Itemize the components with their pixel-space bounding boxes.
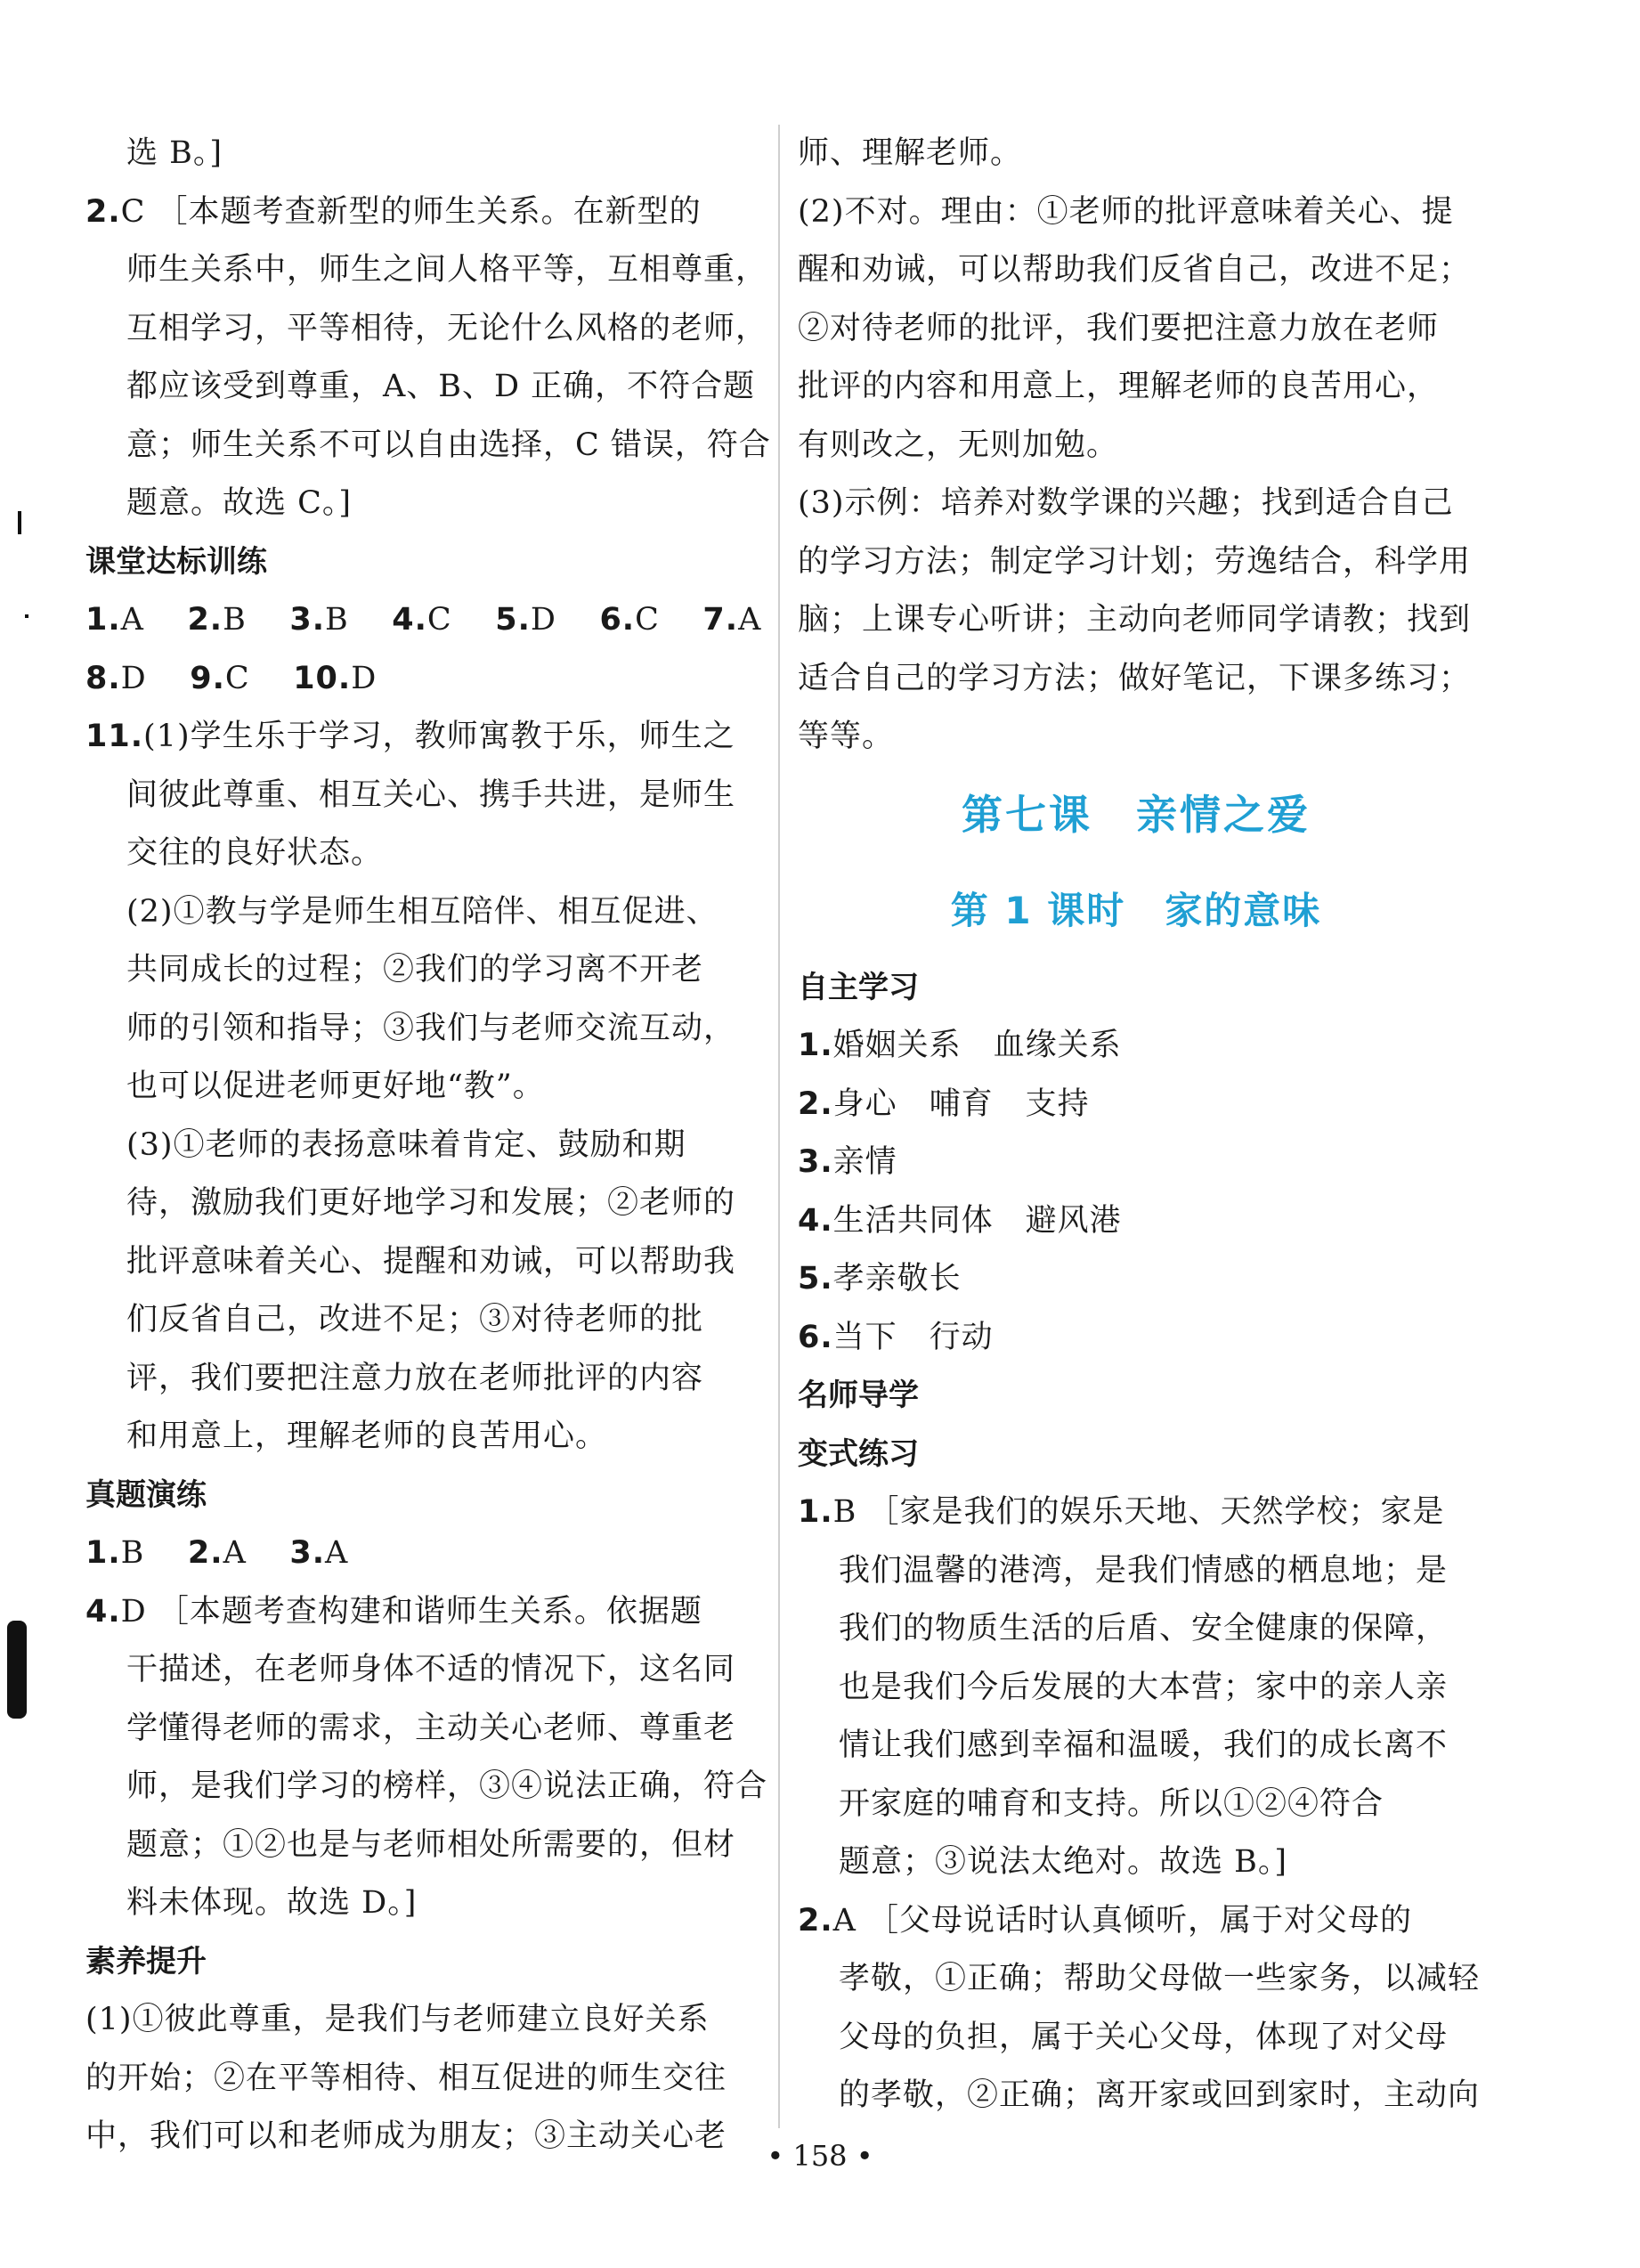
text-line: 交往的良好状态。 bbox=[126, 835, 384, 871]
text-line: 师、理解老师。 bbox=[798, 135, 1023, 171]
answer-value: B bbox=[120, 1535, 145, 1571]
list-item bbox=[798, 1134, 1474, 1192]
text-line: 开家庭的哺育和支持。所以①②④符合 bbox=[839, 1785, 1384, 1822]
question-number: 4. bbox=[85, 1593, 121, 1630]
text-line: 孝敬，①正确；帮助父母做一些家务，以减轻 bbox=[839, 1961, 1481, 1996]
text-line: 学懂得老师的需求，主动关心老师、尊重老 bbox=[126, 1710, 736, 1746]
text-line: 选 B。] bbox=[126, 135, 223, 171]
question-zt4 bbox=[85, 1583, 762, 1642]
scan-mark-top bbox=[18, 511, 21, 534]
text-line: 中，我们可以和老师成为朋友；③主动关心老 bbox=[85, 2118, 727, 2154]
answer-value: B bbox=[223, 602, 247, 638]
section-heading-mingshi: 名师导学 bbox=[798, 1378, 919, 1413]
text-line: 干描述，在老师身体不适的情况下，这名同 bbox=[126, 1652, 736, 1687]
answer-value: B bbox=[325, 602, 349, 638]
text-line: 都应该受到尊重，A、B、D 正确，不符合题 bbox=[126, 369, 756, 404]
text-line: 共同成长的过程；②我们的学习离不开老 bbox=[126, 952, 704, 988]
text-line: 互相学习，平等相待，无论什么风格的老师， bbox=[126, 310, 768, 346]
item-text: 当下 行动 bbox=[832, 1319, 994, 1355]
answer-row bbox=[85, 591, 762, 650]
question-11 bbox=[85, 708, 762, 767]
question-2 bbox=[85, 183, 762, 242]
scan-mark-mid bbox=[25, 614, 28, 618]
text-line: 们反省自己，改进不足；③对待老师的批 bbox=[126, 1302, 704, 1337]
answer-row bbox=[85, 650, 762, 709]
left-column bbox=[85, 125, 771, 2166]
column-divider bbox=[778, 125, 780, 2128]
item-text: 亲情 bbox=[832, 1144, 897, 1180]
text-line: 也是我们今后发展的大本营；家中的亲人亲 bbox=[839, 1669, 1449, 1705]
text-line: 等等。 bbox=[798, 719, 895, 754]
answer-number: 2. bbox=[187, 602, 223, 638]
text-line: (1)①彼此尊重，是我们与老师建立良好关系 bbox=[85, 2002, 710, 2037]
text-line: 师的引领和指导；③我们与老师交流互动， bbox=[126, 1010, 736, 1046]
text-line: 的学习方法；制定学习计划；劳逸结合，科学用 bbox=[798, 543, 1472, 580]
text-line: 情让我们感到幸福和温暖，我们的成长离不 bbox=[839, 1727, 1449, 1763]
list-item bbox=[798, 1250, 1474, 1309]
text-line: 待，激励我们更好地学习和发展；②老师的 bbox=[126, 1185, 736, 1221]
text-line: 间彼此尊重、相互关心、携手共进，是师生 bbox=[126, 776, 736, 813]
text-line: ②对待老师的批评，我们要把注意力放在老师 bbox=[798, 310, 1440, 346]
item-number: 2. bbox=[798, 1085, 833, 1122]
answer-value: A bbox=[120, 602, 144, 638]
text-line: 题意；①②也是与老师相处所需要的，但材 bbox=[126, 1826, 736, 1863]
section-heading-zhenti: 真题演练 bbox=[85, 1476, 207, 1513]
answer-value: D bbox=[351, 660, 378, 696]
scan-mark-bottom bbox=[7, 1621, 27, 1719]
answer-row bbox=[85, 1524, 762, 1583]
item-number: 4. bbox=[798, 1202, 833, 1239]
answer-number: 6. bbox=[599, 602, 636, 638]
item-number: 5. bbox=[798, 1261, 833, 1297]
answer-number: 8. bbox=[85, 660, 121, 696]
text-span: B ［家是我们的娱乐天地、天然学校；家是 bbox=[832, 1494, 1445, 1530]
answer-value: C bbox=[224, 660, 250, 696]
question-number: 1. bbox=[798, 1494, 833, 1530]
answer-number: 2. bbox=[187, 1535, 223, 1571]
item-text: 婚姻关系 血缘关系 bbox=[832, 1028, 1122, 1063]
answer-number: 3. bbox=[289, 1535, 326, 1571]
text-line: (2)不对。理由：①老师的批评意味着关心、提 bbox=[798, 193, 1454, 230]
text-line: 题意。故选 C。] bbox=[126, 485, 353, 521]
answer-number: 7. bbox=[702, 602, 739, 638]
item-number: 3. bbox=[798, 1144, 833, 1180]
item-text: 身心 哺育 支持 bbox=[832, 1085, 1090, 1122]
answer-value: D bbox=[530, 602, 556, 638]
text-line: 的孝敬，②正确；离开家或回到家时，主动向 bbox=[839, 2077, 1481, 2113]
section-heading-zizhu: 自主学习 bbox=[798, 969, 919, 1005]
item-text: 孝亲敬长 bbox=[832, 1261, 962, 1297]
right-column bbox=[798, 125, 1481, 2126]
answer-value: A bbox=[325, 1535, 349, 1571]
list-item bbox=[798, 1076, 1474, 1134]
text-line: 批评意味着关心、提醒和劝诫，可以帮助我 bbox=[126, 1243, 736, 1280]
text-span: A ［父母说话时认真倾听，属于对父母的 bbox=[832, 1902, 1413, 1939]
text-span: C ［本题考查新型的师生关系。在新型的 bbox=[120, 193, 702, 230]
section-title: 第 1 课时 家的意味 bbox=[950, 888, 1322, 932]
answer-value: C bbox=[426, 602, 452, 638]
page-number: • 158 • bbox=[767, 2139, 873, 2173]
list-item bbox=[798, 1309, 1474, 1368]
answer-value: A bbox=[223, 1535, 247, 1571]
text-line: (3)示例：培养对数学课的兴趣；找到适合自己 bbox=[798, 485, 1454, 521]
text-line: 父母的负担，属于关心父母，体现了对父母 bbox=[839, 2019, 1449, 2055]
section-heading-ketang: 课堂达标训练 bbox=[85, 543, 267, 580]
answer-value: D bbox=[120, 660, 147, 696]
text-line: 料未体现。故选 D。] bbox=[126, 1885, 418, 1921]
question-number: 11. bbox=[85, 719, 144, 754]
text-line: 和用意上，理解老师的良苦用心。 bbox=[126, 1419, 608, 1454]
text-line: 意；师生关系不可以自由选择，C 错误，符合 bbox=[126, 427, 771, 463]
text-line: 我们温馨的港湾，是我们情感的栖息地；是 bbox=[839, 1552, 1449, 1589]
text-span: D ［本题考查构建和谐师生关系。依据题 bbox=[120, 1593, 702, 1630]
question-bs2 bbox=[798, 1892, 1474, 1951]
text-line: 师，是我们学习的榜样，③④说法正确，符合 bbox=[126, 1768, 768, 1804]
lesson-title: 第七课 亲情之爱 bbox=[962, 790, 1311, 839]
item-text: 生活共同体 避风港 bbox=[832, 1202, 1122, 1239]
question-number: 2. bbox=[85, 193, 121, 230]
list-item bbox=[798, 1192, 1474, 1251]
list-item bbox=[798, 1017, 1474, 1076]
text-line: 师生关系中，师生之间人格平等，互相尊重， bbox=[126, 252, 768, 288]
answer-number: 4. bbox=[392, 602, 427, 638]
text-line: 醒和劝诫，可以帮助我们反省自己，改进不足； bbox=[798, 252, 1472, 288]
text-line: 脑；上课专心听讲；主动向老师同学请教；找到 bbox=[798, 602, 1472, 638]
question-number: 2. bbox=[798, 1902, 833, 1939]
text-line: 题意；③说法太绝对。故选 B。] bbox=[839, 1844, 1288, 1880]
section-heading-bianshi: 变式练习 bbox=[798, 1435, 919, 1472]
question-bs1 bbox=[798, 1484, 1474, 1542]
answer-number: 5. bbox=[495, 602, 531, 638]
answer-number: 9. bbox=[190, 660, 225, 696]
section-heading-suyang: 素养提升 bbox=[85, 1943, 207, 1979]
item-number: 6. bbox=[798, 1319, 833, 1355]
text-line: 也可以促进老师更好地“教”。 bbox=[126, 1069, 545, 1104]
item-number: 1. bbox=[798, 1028, 833, 1063]
text-line: 有则改之，无则加勉。 bbox=[798, 427, 1119, 463]
text-span: (1)学生乐于学习，教师寓教于乐，师生之 bbox=[143, 719, 735, 754]
answer-value: A bbox=[738, 602, 762, 638]
text-line: 我们的物质生活的后盾、安全健康的保障， bbox=[839, 1611, 1449, 1646]
answer-number: 3. bbox=[289, 602, 326, 638]
text-line: 的开始；②在平等相待、相互促进的师生交往 bbox=[85, 2060, 727, 2096]
answer-value: C bbox=[635, 602, 660, 638]
answer-number: 1. bbox=[85, 1535, 121, 1571]
text-line: (3)①老师的表扬意味着肯定、鼓励和期 bbox=[126, 1126, 686, 1163]
text-line: 评，我们要把注意力放在老师批评的内容 bbox=[126, 1360, 704, 1396]
answer-number: 1. bbox=[85, 602, 121, 638]
text-line: 适合自己的学习方法；做好笔记，下课多练习； bbox=[798, 660, 1472, 696]
answer-number: 10. bbox=[293, 660, 352, 696]
text-line: 批评的内容和用意上，理解老师的良苦用心， bbox=[798, 369, 1440, 404]
text-line: (2)①教与学是师生相互陪伴、相互促进、 bbox=[126, 893, 719, 930]
